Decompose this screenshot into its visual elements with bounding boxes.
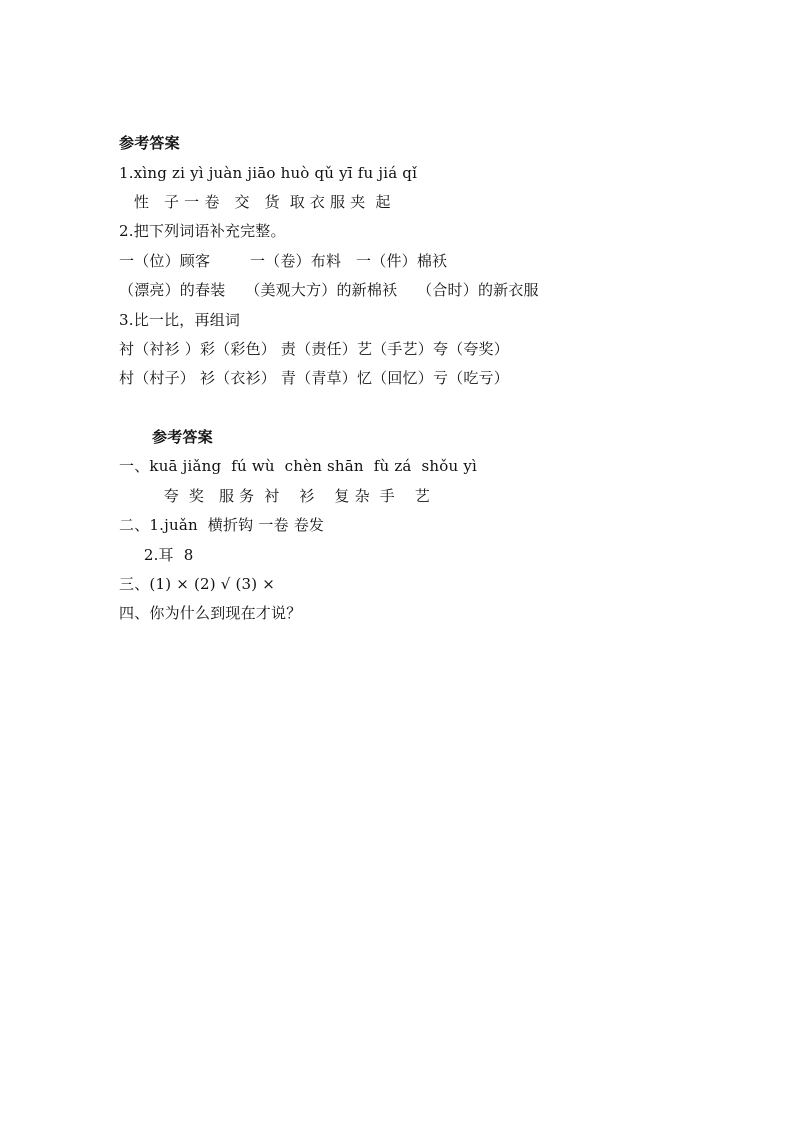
section2-heading: 参考答案 [152,428,213,446]
part2-line2: 2.耳 8 [119,546,194,564]
q3-title: 3.比一比，再组词 [119,311,241,329]
q1-characters: 性 子 一 卷 交 货 取 衣 服 夹 起 [119,193,391,211]
q2-row1: 一（位）顾客 一（卷）布料 一（件）棉袄 [119,252,448,270]
part1-characters: 夸 奖 服 务 衬 衫 复 杂 手 艺 [119,487,430,505]
part3-answers: 三、(1) × (2) √ (3) × [119,575,276,593]
q2-row2: （漂亮）的春装 （美观大方）的新棉袄 （合时）的新衣服 [119,281,539,299]
part4-answer: 四、你为什么到现在才说？ [119,604,302,622]
section1-heading: 参考答案 [119,134,180,152]
part2-line1: 二、1.juǎn 横折钩 一卷 卷发 [119,516,325,534]
part1-pinyin: 一、kuā jiǎng fú wù chèn shān fù zá shǒu yì [119,457,477,475]
q2-title: 2.把下列词语补充完整。 [119,222,286,240]
q3-row2: 村（村子） 衫（衣衫） 青（青草）忆（回忆）亏（吃亏） [119,369,509,387]
q1-pinyin: 1.xìng zi yì juàn jiāo huò qǔ yī fu jiá qǐ [119,164,418,182]
q3-row1: 衬（衬衫 ）彩（彩色） 责（责任）艺（手艺）夸（夸奖） [119,340,509,358]
